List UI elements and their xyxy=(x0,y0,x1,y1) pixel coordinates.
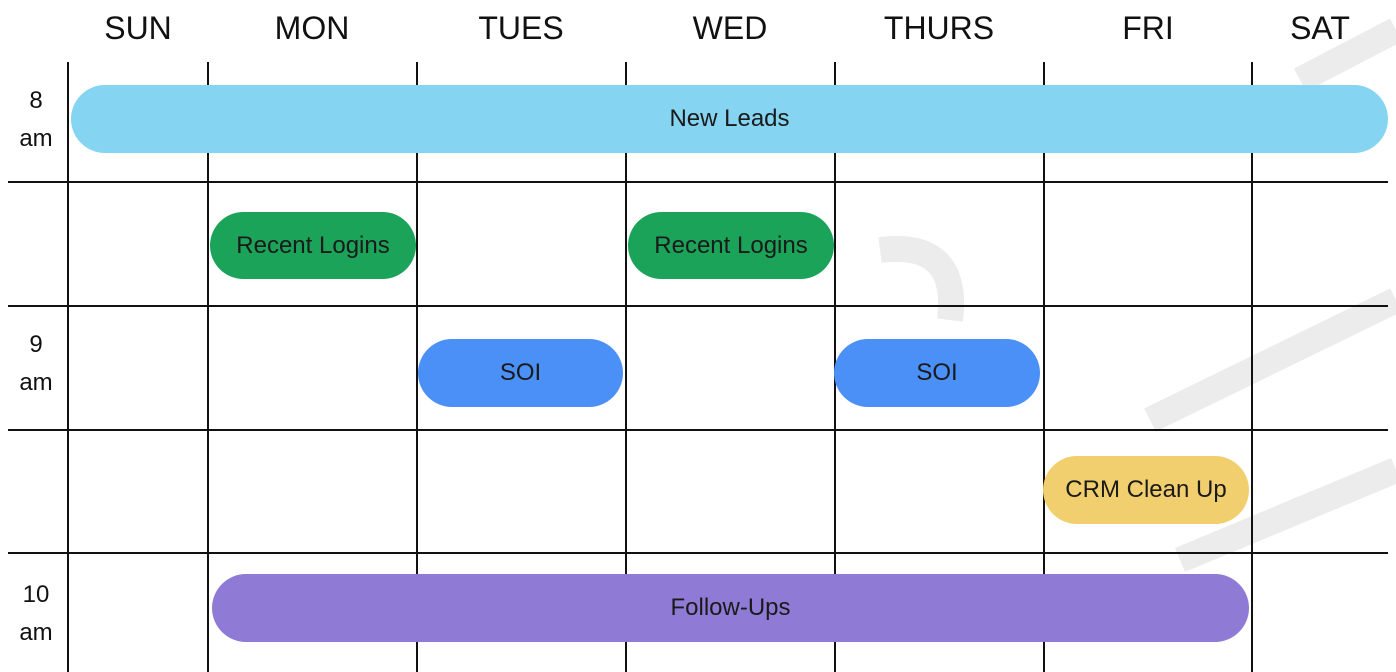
time-label-suffix: am xyxy=(19,125,53,152)
time-label-suffix: am xyxy=(19,369,53,396)
grid-row-line xyxy=(8,305,1388,307)
event-new-leads[interactable] xyxy=(71,85,1388,153)
event-crm-clean-up[interactable] xyxy=(1043,456,1249,524)
event-label: New Leads xyxy=(669,105,790,132)
day-header-thurs: THURS xyxy=(883,10,995,46)
day-header-mon: MON xyxy=(274,10,350,46)
day-header-fri: FRI xyxy=(1122,10,1174,46)
event-follow-ups[interactable] xyxy=(212,574,1249,642)
event-soi-tue[interactable] xyxy=(418,339,623,407)
day-header-wed: WED xyxy=(692,10,768,46)
event-label: SOI xyxy=(499,359,542,386)
day-header-tues: TUES xyxy=(478,10,564,46)
time-label-hour: 8 xyxy=(29,87,43,114)
event-recent-logins-mon[interactable] xyxy=(210,212,416,279)
event-label: CRM Clean Up xyxy=(1065,476,1227,503)
time-label-9am xyxy=(0,326,72,402)
event-label: Recent Logins xyxy=(236,231,390,259)
grid-column-line xyxy=(1251,62,1253,672)
grid-row-line xyxy=(8,552,1388,554)
time-label-hour: 10 xyxy=(22,581,50,608)
time-label-10am xyxy=(0,576,72,652)
time-label-hour: 9 xyxy=(29,331,43,358)
grid-row-line xyxy=(8,181,1388,183)
grid-column-line xyxy=(207,62,209,672)
grid-row-line xyxy=(8,429,1388,431)
time-label-8am xyxy=(0,82,72,158)
time-label-suffix: am xyxy=(19,619,53,646)
event-recent-logins-wed[interactable] xyxy=(628,212,834,279)
event-label: Recent Logins xyxy=(654,231,808,259)
event-label: SOI xyxy=(916,359,958,386)
event-label: Follow-Ups xyxy=(670,594,791,621)
day-header-sat: SAT xyxy=(1290,10,1350,46)
day-header-sun: SUN xyxy=(104,10,172,46)
event-soi-thu[interactable] xyxy=(834,339,1040,407)
